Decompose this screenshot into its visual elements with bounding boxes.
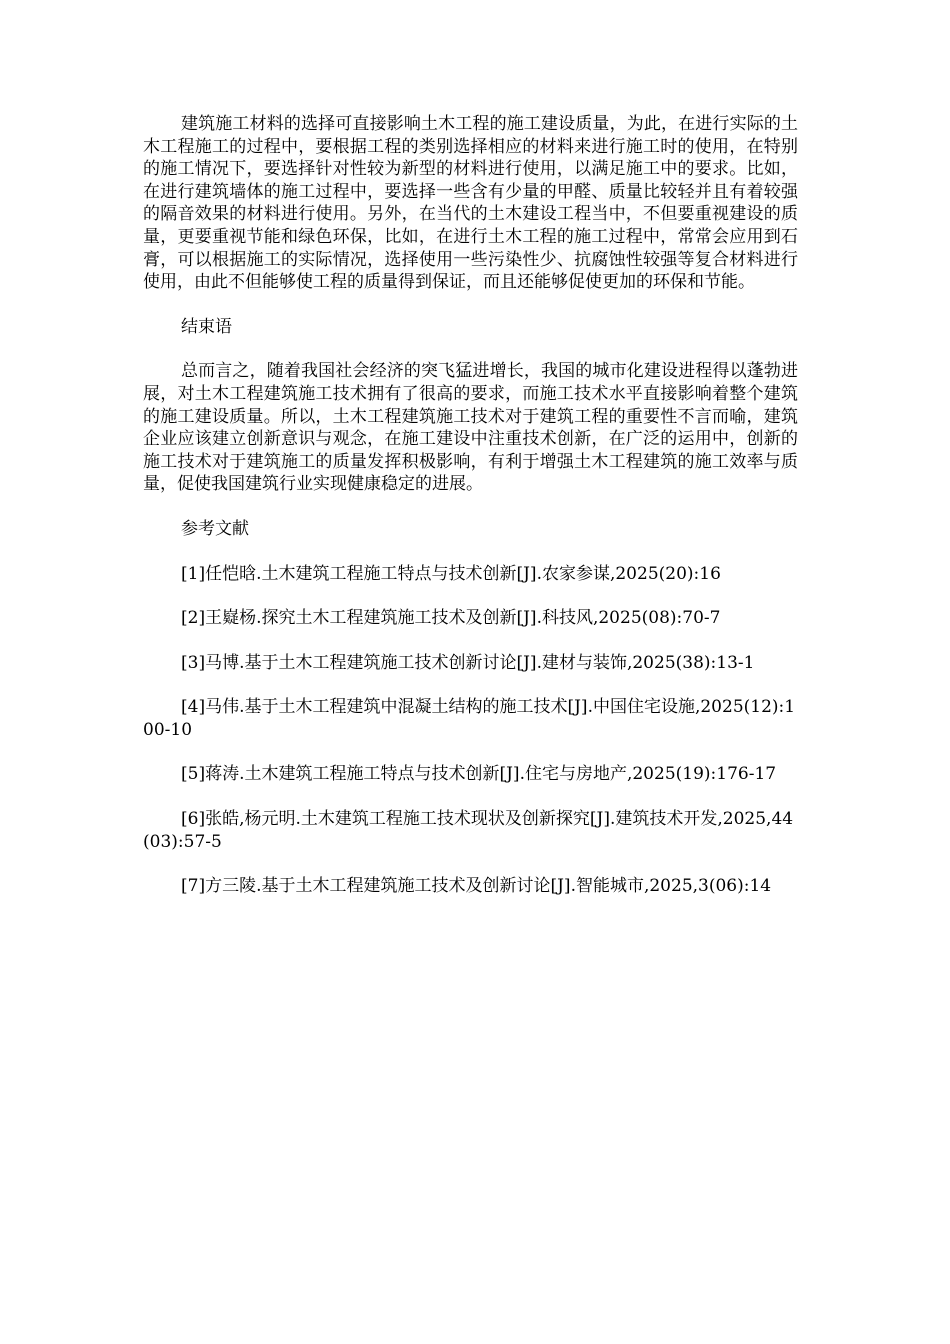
reference-item-1: [1]任恺晗.土木建筑工程施工特点与技术创新[J].农家参谋,2025(20):16: [181, 563, 721, 584]
references-heading: 参考文献: [181, 518, 249, 539]
reference-item-3: [3]马博.基于土木工程建筑施工技术创新讨论[J].建材与装饰,2025(38):13-1: [181, 652, 755, 673]
reference-item-4: [4]马伟.基于土木工程建筑中混凝土结构的施工技术[J].中国住宅设施,2025(12):100-10: [143, 697, 796, 740]
document-page: [143, 113, 798, 898]
conclusion-heading: 结束语: [181, 316, 232, 337]
body-paragraph-materials: 建筑施工材料的选择可直接影响土木工程的施工建设质量，为此，在进行实际的土木工程施工的过程中，要根据工程的类别选择相应的材料来进行施工时的使用，在特别的施工情况下，要选择针对性较为新型的材料进行使用，以满足施工中的要求。比如，在进行建筑墙体的施工过程中，要选择一些含有少量的甲醛、质量比较轻并且有着较强的隔音效果的材料进行使用。另外，在当代的土木建设工程当中，不但要重视建设的质量，更要重视节能和绿色环保，比如，在进行土木工程的施工过程中，常常会应用到石膏，可以根据施工的实际情况，选择使用一些污染性少、抗腐蚀性较强等复合材料进行使用，由此不但能够使工程的质量得到保证，而且还能够促使更加的环保和节能。: [143, 114, 798, 293]
reference-item-6: [6]张皓,杨元明.土木建筑工程施工技术现状及创新探究[J].建筑技术开发,2025,44(03):57-5: [143, 809, 794, 852]
reference-item-7: [7]方三陵.基于土木工程建筑施工技术及创新讨论[J].智能城市,2025,3(06):14: [181, 876, 772, 897]
reference-item-2: [2]王嶷杨.探究土木工程建筑施工技术及创新[J].科技风,2025(08):70-7: [181, 608, 721, 629]
body-paragraph-conclusion: 总而言之，随着我国社会经济的突飞猛进增长，我国的城市化建设进程得以蓬勃进展，对土木工程建筑施工技术拥有了很高的要求，而施工技术水平直接影响着整个建筑的施工建设质量。所以，土木工程建筑施工技术对于建筑工程的重要性不言而喻，建筑企业应该建立创新意识与观念，在施工建设中注重技术创新，在广泛的运用中，创新的施工技术对于建筑施工的质量发挥积极影响，有利于增强土木工程建筑的施工效率与质量，促使我国建筑行业实现健康稳定的进展。: [143, 361, 798, 495]
reference-item-5: [5]蒋涛.土木建筑工程施工特点与技术创新[J].住宅与房地产,2025(19):176-17: [181, 764, 777, 785]
